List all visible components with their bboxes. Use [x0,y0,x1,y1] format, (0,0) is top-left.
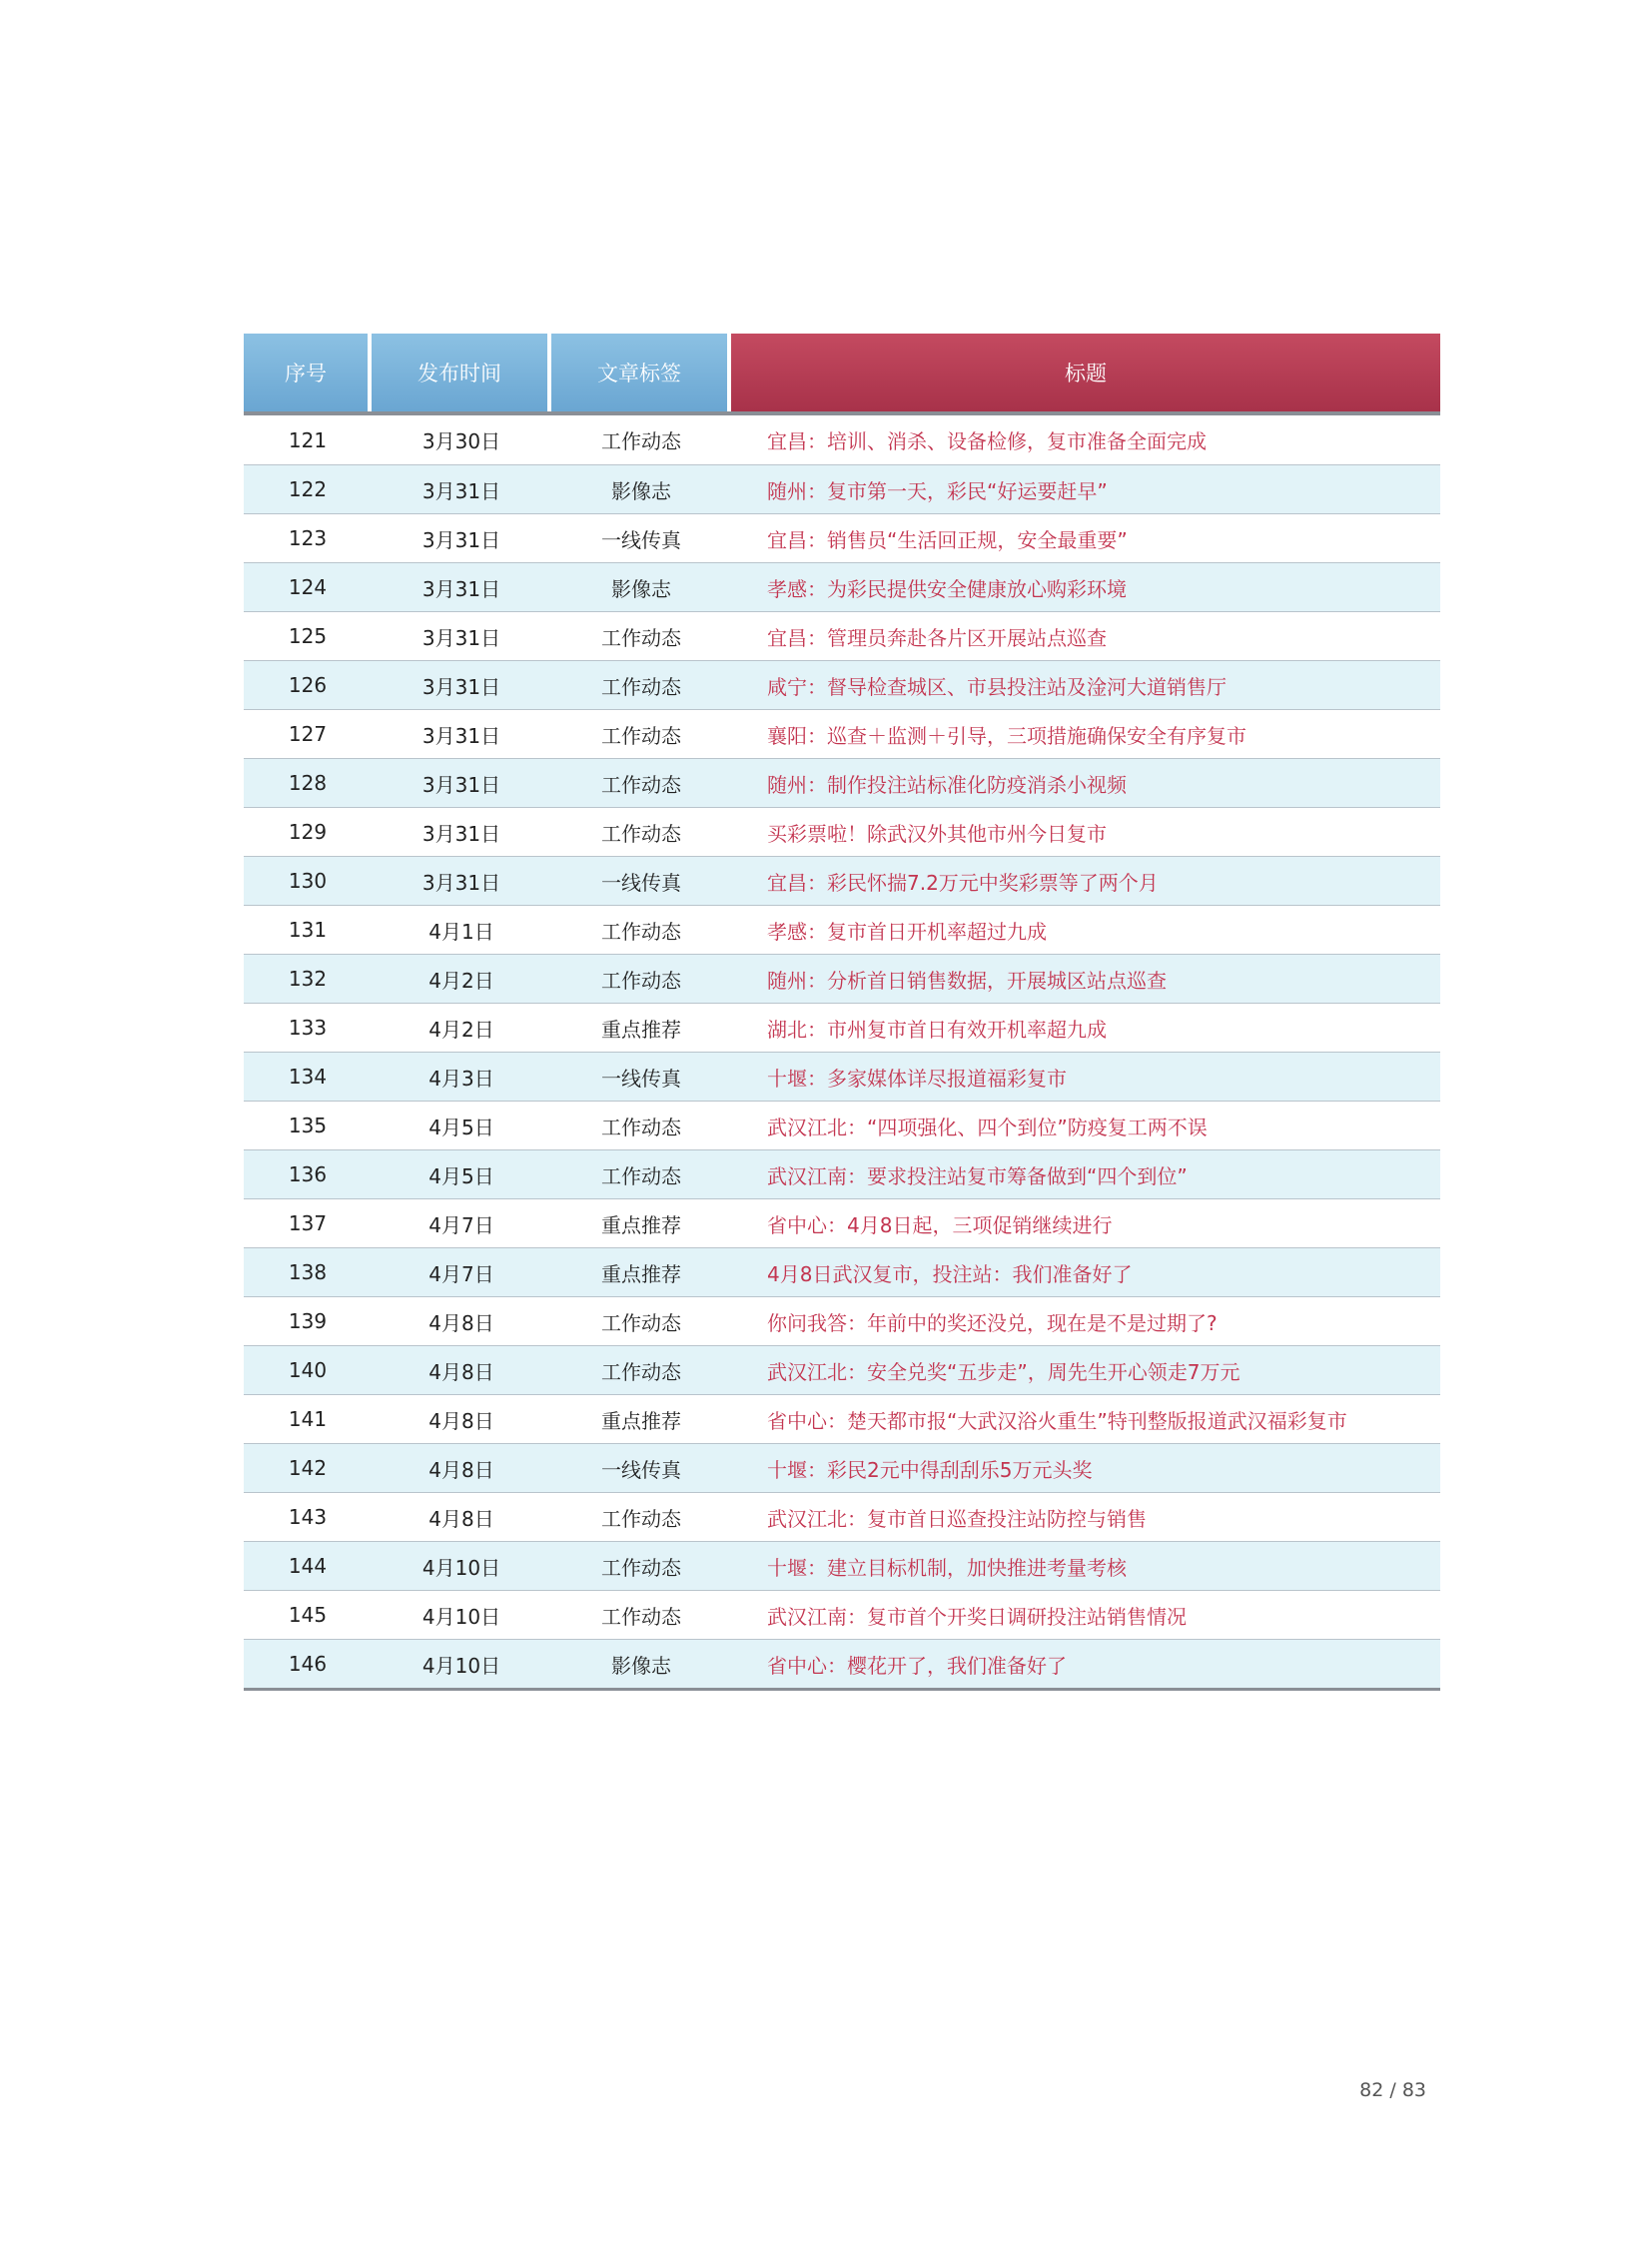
table-row [244,758,1440,807]
table-row [244,611,1440,660]
cell-publish-date: 4月1日 [428,919,494,944]
cell-number: 124 [288,575,328,599]
cell-number: 140 [288,1358,328,1382]
cell-publish-date: 4月3日 [428,1066,494,1091]
cell-title[interactable]: 十堰：多家媒体详尽报道福彩复市 [767,1066,1067,1091]
cell-article-tag: 工作动态 [601,1115,681,1139]
cell-publish-date: 4月2日 [428,1017,494,1042]
cell-article-tag: 重点推荐 [601,1261,681,1286]
cell-title[interactable]: 咸宁：督导检查城区、市县投注站及淦河大道销售厅 [767,674,1227,699]
cell-article-tag: 工作动态 [601,625,681,650]
cell-publish-date: 3月31日 [421,772,501,797]
cell-number: 121 [288,427,328,452]
page-number: 82 / 83 [1359,2079,1426,2101]
table-row [244,415,1440,464]
cell-article-tag: 工作动态 [601,772,681,797]
cell-number: 127 [288,722,328,746]
cell-title[interactable]: 你问我答：年前中的奖还没兑，现在是不是过期了? [767,1310,1218,1335]
cell-number: 125 [288,624,328,648]
cell-publish-date: 3月31日 [421,478,501,503]
cell-article-tag: 工作动态 [601,1310,681,1335]
table-row [244,660,1440,709]
cell-number: 134 [288,1065,328,1089]
cell-publish-date: 4月8日 [428,1506,494,1531]
cell-title[interactable]: 十堰：建立目标机制，加快推进考量考核 [767,1555,1127,1580]
cell-publish-date: 3月31日 [421,870,501,895]
table-row [244,464,1440,513]
table-header [244,334,1440,415]
cell-title[interactable]: 武汉江北：“四项强化、四个到位”防疫复工两不误 [767,1115,1208,1139]
table-row [244,1443,1440,1492]
table-row [244,1198,1440,1247]
cell-number: 129 [288,820,328,844]
cell-title[interactable]: 省中心：4月8日起，三项促销继续进行 [767,1212,1113,1237]
cell-publish-date: 3月31日 [421,723,501,748]
cell-article-tag: 影像志 [611,576,671,601]
cell-title[interactable]: 随州：制作投注站标准化防疫消杀小视频 [767,772,1127,797]
table-row [244,856,1440,905]
cell-number: 138 [288,1260,328,1284]
cell-article-tag: 工作动态 [601,674,681,699]
cell-title[interactable]: 襄阳：巡查＋监测＋引导，三项措施确保安全有序复市 [767,723,1246,748]
cell-number: 142 [288,1456,328,1480]
table-row [244,1541,1440,1590]
cell-publish-date: 4月2日 [428,968,494,993]
cell-number: 130 [288,869,328,893]
cell-article-tag: 工作动态 [601,429,681,453]
table-row [244,954,1440,1003]
cell-article-tag: 工作动态 [601,1555,681,1580]
cell-title[interactable]: 孝感：复市首日开机率超过九成 [767,919,1047,944]
cell-title[interactable]: 十堰：彩民2元中得刮刮乐5万元头奖 [767,1457,1093,1482]
cell-number: 145 [288,1603,328,1627]
cell-title[interactable]: 宜昌：彩民怀揣7.2万元中奖彩票等了两个月 [767,870,1159,895]
table-row [244,1345,1440,1394]
cell-publish-date: 4月5日 [428,1163,494,1188]
cell-title[interactable]: 省中心：楚天都市报“大武汉浴火重生”特刊整版报道武汉福彩复市 [767,1408,1347,1433]
cell-title[interactable]: 武汉江南：复市首个开奖日调研投注站销售情况 [767,1604,1187,1629]
table-row [244,905,1440,954]
cell-number: 136 [288,1162,328,1186]
cell-article-tag: 重点推荐 [601,1212,681,1237]
cell-title[interactable]: 武汉江北：安全兑奖“五步走”，周先生开心领走7万元 [767,1359,1240,1384]
table-row [244,1101,1440,1149]
table-row [244,562,1440,611]
cell-number: 139 [288,1309,328,1333]
cell-article-tag: 影像志 [611,1653,671,1678]
cell-number: 144 [288,1554,328,1578]
table-row [244,709,1440,758]
cell-title[interactable]: 4月8日武汉复市，投注站：我们准备好了 [767,1261,1133,1286]
cell-number: 132 [288,967,328,991]
cell-article-tag: 工作动态 [601,821,681,846]
cell-article-tag: 工作动态 [601,1359,681,1384]
cell-title[interactable]: 宜昌：管理员奔赴各片区开展站点巡查 [767,625,1107,650]
cell-publish-date: 3月30日 [421,429,501,453]
cell-title[interactable]: 宜昌：销售员“生活回正规，安全最重要” [767,527,1128,552]
cell-publish-date: 4月10日 [421,1653,501,1678]
cell-article-tag: 工作动态 [601,919,681,944]
table-row [244,1394,1440,1443]
table-row [244,807,1440,856]
cell-number: 126 [288,673,328,697]
cell-number: 122 [288,477,328,501]
table-row [244,1052,1440,1101]
cell-article-tag: 工作动态 [601,968,681,993]
cell-number: 135 [288,1114,328,1137]
cell-title[interactable]: 买彩票啦！除武汉外其他市州今日复市 [767,821,1107,846]
table-body [244,415,1440,1691]
cell-article-tag: 工作动态 [601,1163,681,1188]
cell-article-tag: 工作动态 [601,723,681,748]
cell-number: 137 [288,1211,328,1235]
cell-publish-date: 3月31日 [421,821,501,846]
cell-article-tag: 工作动态 [601,1506,681,1531]
cell-article-tag: 一线传真 [601,527,681,552]
cell-number: 141 [288,1407,328,1431]
cell-publish-date: 3月31日 [421,625,501,650]
articles-table [244,334,1440,1691]
cell-article-tag: 工作动态 [601,1604,681,1629]
table-row [244,1149,1440,1198]
cell-number: 143 [288,1505,328,1529]
table-row [244,1590,1440,1639]
cell-title[interactable]: 湖北：市州复市首日有效开机率超九成 [767,1017,1107,1042]
cell-title[interactable]: 宜昌：培训、消杀、设备检修，复市准备全面完成 [767,429,1207,453]
cell-publish-date: 4月10日 [421,1555,501,1580]
table-row [244,1296,1440,1345]
cell-article-tag: 重点推荐 [601,1017,681,1042]
cell-number: 146 [288,1652,328,1676]
header-title: 标题 [731,334,1440,411]
cell-publish-date: 3月31日 [421,527,501,552]
cell-article-tag: 影像志 [611,478,671,503]
cell-number: 123 [288,526,328,550]
header-article-tag: 文章标签 [551,334,727,411]
cell-publish-date: 3月31日 [421,576,501,601]
cell-publish-date: 4月8日 [428,1310,494,1335]
cell-number: 131 [288,918,328,942]
cell-title[interactable]: 武汉江北：复市首日巡查投注站防控与销售 [767,1506,1147,1531]
cell-title[interactable]: 武汉江南：要求投注站复市筹备做到“四个到位” [767,1163,1188,1188]
table-row [244,1639,1440,1688]
table-row [244,513,1440,562]
cell-publish-date: 4月5日 [428,1115,494,1139]
cell-publish-date: 4月10日 [421,1604,501,1629]
cell-publish-date: 4月7日 [428,1261,494,1286]
cell-article-tag: 一线传真 [601,1066,681,1091]
cell-title[interactable]: 随州：分析首日销售数据，开展城区站点巡查 [767,968,1167,993]
table-row [244,1492,1440,1541]
table-row [244,1247,1440,1296]
cell-article-tag: 重点推荐 [601,1408,681,1433]
cell-publish-date: 4月8日 [428,1457,494,1482]
table-row [244,1003,1440,1052]
cell-article-tag: 一线传真 [601,1457,681,1482]
cell-title[interactable]: 随州：复市第一天，彩民“好运要赶早” [767,478,1108,503]
cell-number: 133 [288,1016,328,1040]
header-number: 序号 [244,334,368,411]
cell-publish-date: 4月7日 [428,1212,494,1237]
cell-publish-date: 4月8日 [428,1359,494,1384]
cell-article-tag: 一线传真 [601,870,681,895]
cell-title[interactable]: 省中心：樱花开了，我们准备好了 [767,1653,1067,1678]
cell-number: 128 [288,771,328,795]
cell-publish-date: 3月31日 [421,674,501,699]
header-publish-date: 发布时间 [372,334,547,411]
cell-publish-date: 4月8日 [428,1408,494,1433]
cell-title[interactable]: 孝感：为彩民提供安全健康放心购彩环境 [767,576,1127,601]
